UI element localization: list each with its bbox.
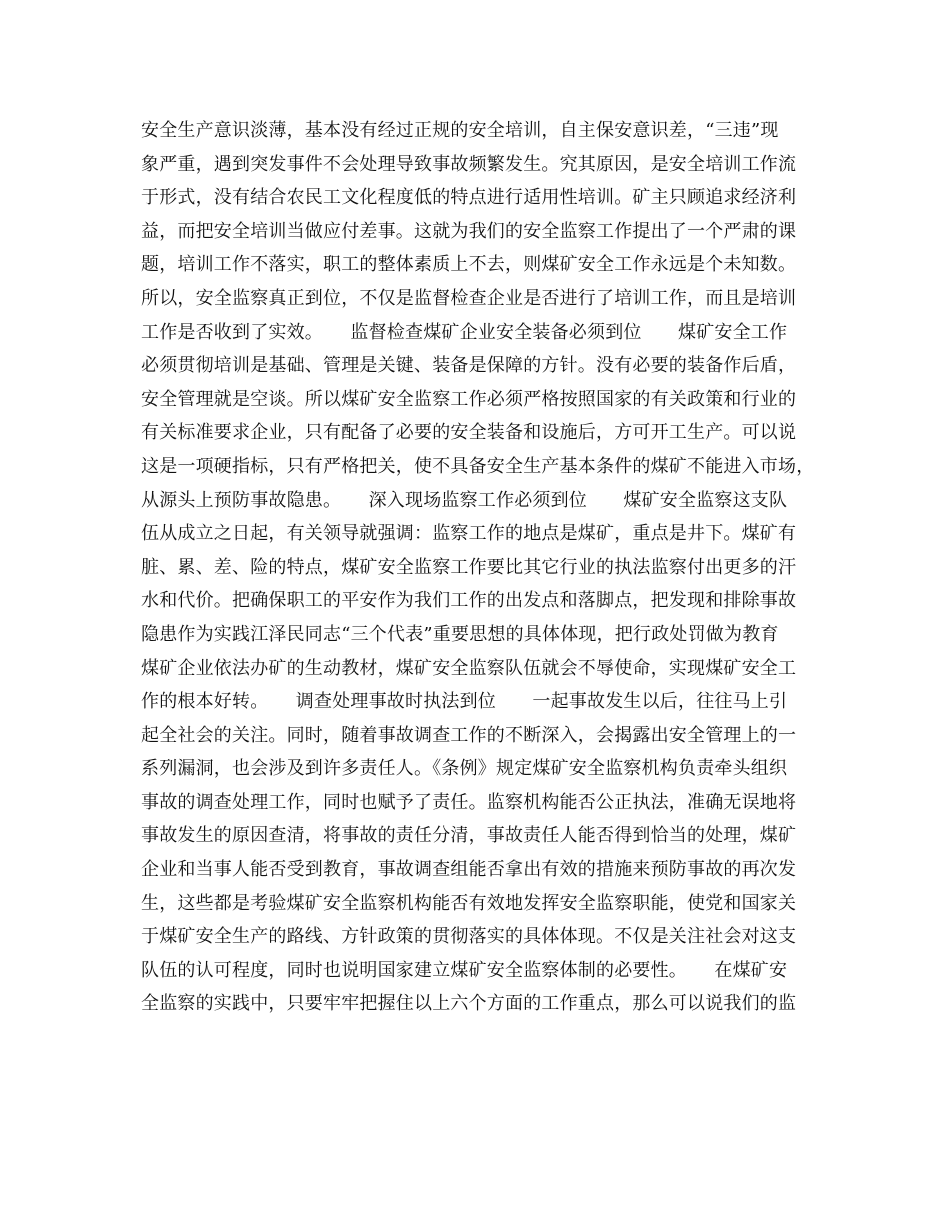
text-line: 有关标准要求企业，只有配备了必要的安全装备和设施后，方可开工生产。可以说 [141,422,797,444]
text-line: 系列漏洞，也会涉及到许多责任人。《条例》规定煤矿安全监察机构负责牵头组织 [141,758,788,780]
text-line: 队伍的认可程度，同时也说明国家建立煤矿安全监察体制的必要性。 在煤矿安 [141,959,788,981]
text-line: 水和代价。把确保职工的平安作为我们工作的出发点和落脚点，把发现和排除事故 [141,590,797,612]
text-line: 企业和当事人能否受到教育，事故调查组能否拿出有效的措施来预防事故的再次发 [141,859,797,881]
text-line: 生，这些都是考验煤矿安全监察机构能否有效地发挥安全监察职能，使党和国家关 [141,892,797,914]
text-line: 脏、累、差、险的特点，煤矿安全监察工作要比其它行业的执法监察付出更多的汗 [141,556,797,578]
text-line: 必须贯彻培训是基础、管理是关键、装备是保障的方针。没有必要的装备作后盾， [141,355,797,377]
text-line: 隐患作为实践江泽民同志“三个代表”重要思想的具体体现，把行政处罚做为教育 [141,623,779,645]
text-line: 工作是否收到了实效。 监督检查煤矿企业安全装备必须到位 煤矿安全工作 [141,321,788,343]
text-line: 伍从成立之日起，有关领导就强调：监察工作的地点是煤矿，重点是井下。煤矿有 [141,523,797,545]
text-line: 象严重，遇到突发事件不会处理导致事故频繁发生。究其原因，是安全培训工作流 [141,153,797,175]
text-line: 全监察的实践中，只要牢牢把握住以上六个方面的工作重点，那么可以说我们的监 [141,993,797,1015]
body-text [141,114,821,1021]
text-line: 安全生产意识淡薄，基本没有经过正规的安全培训，自主保安意识差，“三违”现 [141,120,779,141]
text-line: 安全管理就是空谈。所以煤矿安全监察工作必须严格按照国家的有关政策和行业的 [141,388,797,410]
text-line: 所以，安全监察真正到位，不仅是监督检查企业是否进行了培训工作，而且是培训 [141,287,797,309]
text-line: 益，而把安全培训当做应付差事。这就为我们的安全监察工作提出了一个严肃的课 [141,220,797,242]
text-line: 于形式，没有结合农民工文化程度低的特点进行适用性培训。矿主只顾追求经济利 [141,187,797,209]
text-line: 从源头上预防事故隐患。 深入现场监察工作必须到位 煤矿安全监察这支队 [141,489,788,511]
text-line: 题，培训工作不落实，职工的整体素质上不去，则煤矿安全工作永远是个未知数。 [141,254,797,276]
text-line: 事故发生的原因查清，将事故的责任分清，事故责任人能否得到恰当的处理，煤矿 [141,825,797,847]
text-line: 作的根本好转。 调查处理事故时执法到位 一起事故发生以后，往往马上引 [141,691,788,713]
text-line: 事故的调查处理工作，同时也赋予了责任。监察机构能否公正执法，准确无误地将 [141,791,797,813]
text-line: 于煤矿安全生产的路线、方针政策的贯彻落实的具体体现。不仅是关注社会对这支 [141,926,797,948]
text-line: 这是一项硬指标，只有严格把关，使不具备安全生产基本条件的煤矿不能进入市场， [141,455,815,477]
text-line: 起全社会的关注。同时，随着事故调查工作的不断深入，会揭露出安全管理上的一 [141,724,797,746]
text-line: 煤矿企业依法办矿的生动教材，煤矿安全监察队伍就会不辱使命，实现煤矿安全工 [141,657,797,679]
